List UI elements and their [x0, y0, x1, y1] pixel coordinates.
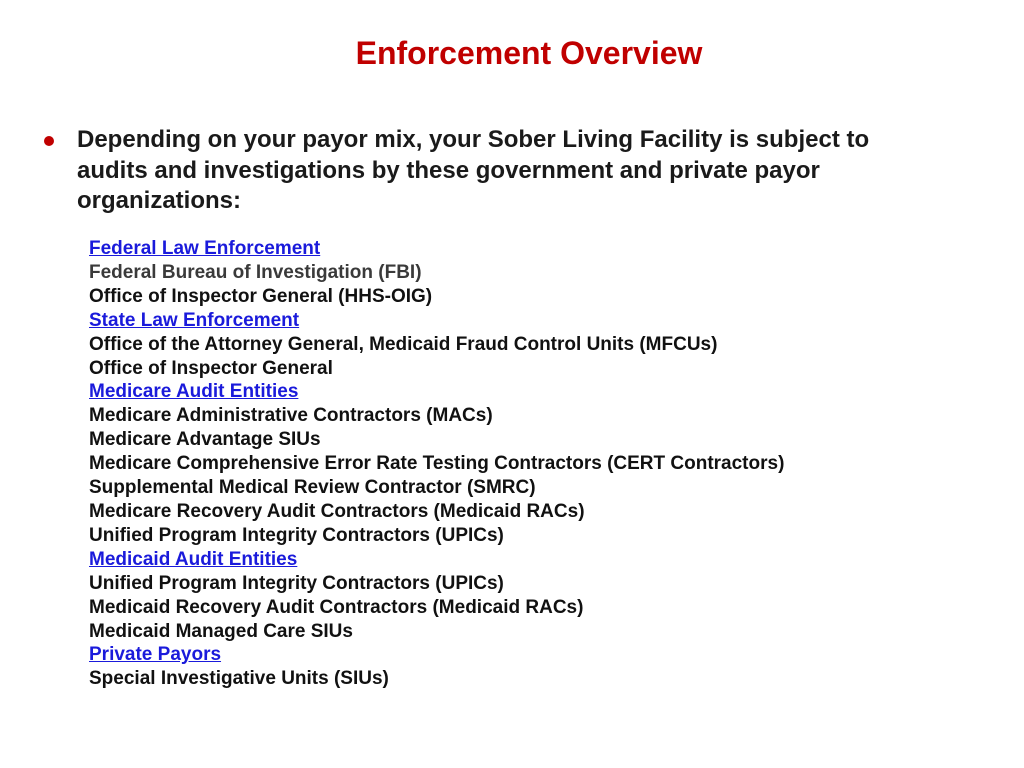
list-item: Office of Inspector General	[89, 357, 333, 379]
list-item: Medicare Comprehensive Error Rate Testing Contractors (CERT Contractors)	[89, 453, 785, 475]
section-link-private-payors[interactable]: Private Payors	[89, 644, 222, 666]
list-item: Medicaid Recovery Audit Contractors (Medicaid RACs)	[89, 596, 584, 618]
list-item: Medicare Recovery Audit Contractors (Medicaid RACs)	[89, 500, 585, 522]
bullet-point	[44, 125, 944, 217]
list-item: Medicaid Managed Care SIUs	[89, 620, 353, 642]
section-link-medicare-audit-entities[interactable]: Medicare Audit Entities	[89, 381, 299, 403]
list-item: Medicare Administrative Contractors (MACs)	[89, 405, 493, 427]
list-item: Unified Program Integrity Contractors (UPICs)	[89, 524, 504, 546]
list-item: Supplemental Medical Review Contractor (SMRC)	[89, 477, 536, 499]
organization-list	[89, 237, 784, 691]
bullet-dot-icon	[44, 136, 54, 146]
slide-title: Enforcement Overview	[355, 35, 703, 71]
list-item: Unified Program Integrity Contractors (UPICs)	[89, 572, 504, 594]
list-item: Medicare Advantage SIUs	[89, 429, 321, 451]
section-link-federal-law-enforcement[interactable]: Federal Law Enforcement	[89, 238, 321, 259]
list-item: Federal Bureau of Investigation (FBI)	[89, 261, 422, 283]
list-item: Office of Inspector General (HHS-OIG)	[89, 285, 433, 307]
section-link-medicaid-audit-entities[interactable]: Medicaid Audit Entities	[89, 548, 298, 570]
section-link-state-law-enforcement[interactable]: State Law Enforcement	[89, 309, 300, 331]
list-item: Special Investigative Units (SIUs)	[89, 668, 389, 690]
list-item: Office of the Attorney General, Medicaid Fraud Control Units (MFCUs)	[89, 333, 718, 355]
bullet-text: Depending on your payor mix, your Sober Living Facility is subject to audits and investigations by these government and private payor organizations:	[77, 126, 870, 214]
